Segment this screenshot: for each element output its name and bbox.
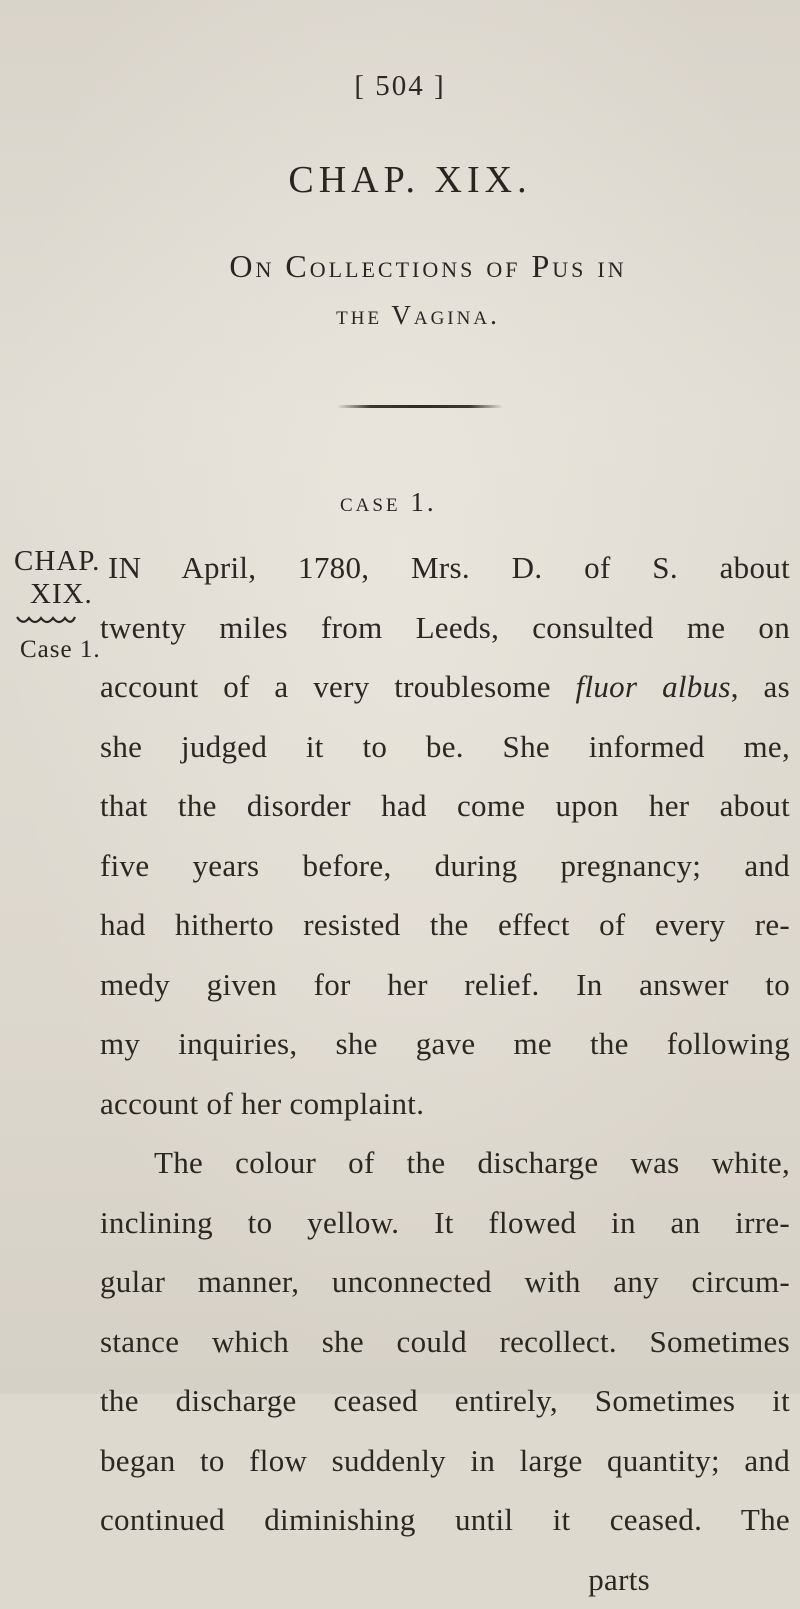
body-line: my inquiries, she gave me the following bbox=[100, 1014, 790, 1074]
margin-note-case: Case 1. bbox=[20, 636, 101, 664]
body-text bbox=[100, 538, 790, 1609]
body-line: twenty miles from Leeds, consulted me on bbox=[100, 598, 790, 658]
margin-note-chapter-number: XIX. bbox=[30, 578, 93, 611]
body-line: stance which she could recollect. Sometimes bbox=[100, 1312, 790, 1372]
body-line: inclining to yellow. It flowed in an irre- bbox=[100, 1193, 790, 1253]
case-heading: case 1. bbox=[340, 487, 437, 518]
body-line: that the disorder had come upon her about bbox=[100, 776, 790, 836]
body-line: continued diminishing until it ceased. The bbox=[100, 1490, 790, 1550]
chapter-title-line-2: the Vagina. bbox=[18, 300, 800, 331]
margin-flourish bbox=[15, 612, 77, 628]
section-divider-rule bbox=[337, 405, 503, 408]
page-number: [ 504 ] bbox=[0, 70, 800, 103]
body-line: the discharge ceased entirely, Sometimes it bbox=[100, 1371, 790, 1431]
body-line: IN April, 1780, Mrs. D. of S. about bbox=[100, 538, 790, 598]
body-line: she judged it to be. She informed me, bbox=[100, 717, 790, 777]
catchword: parts bbox=[100, 1550, 790, 1609]
chapter-title-line-1: On Collections of Pus in bbox=[28, 248, 800, 285]
italic-phrase: fluor albus bbox=[576, 669, 731, 704]
body-line: account of her complaint. bbox=[100, 1074, 790, 1134]
body-line-suffix: , as bbox=[731, 669, 790, 704]
body-line: began to flow suddenly in large quantity; and bbox=[100, 1431, 790, 1491]
body-line: five years before, during pregnancy; and bbox=[100, 836, 790, 896]
body-line: medy given for her relief. In answer to bbox=[100, 955, 790, 1015]
body-line bbox=[100, 657, 790, 717]
body-line: had hitherto resisted the effect of every re- bbox=[100, 895, 790, 955]
chapter-heading: CHAP. XIX. bbox=[0, 158, 800, 202]
body-line: gular manner, unconnected with any circum- bbox=[100, 1252, 790, 1312]
body-line: The colour of the discharge was white, bbox=[100, 1133, 790, 1193]
body-line-text: account of a very troublesome bbox=[100, 669, 576, 704]
margin-note-chap: CHAP. bbox=[14, 545, 100, 578]
